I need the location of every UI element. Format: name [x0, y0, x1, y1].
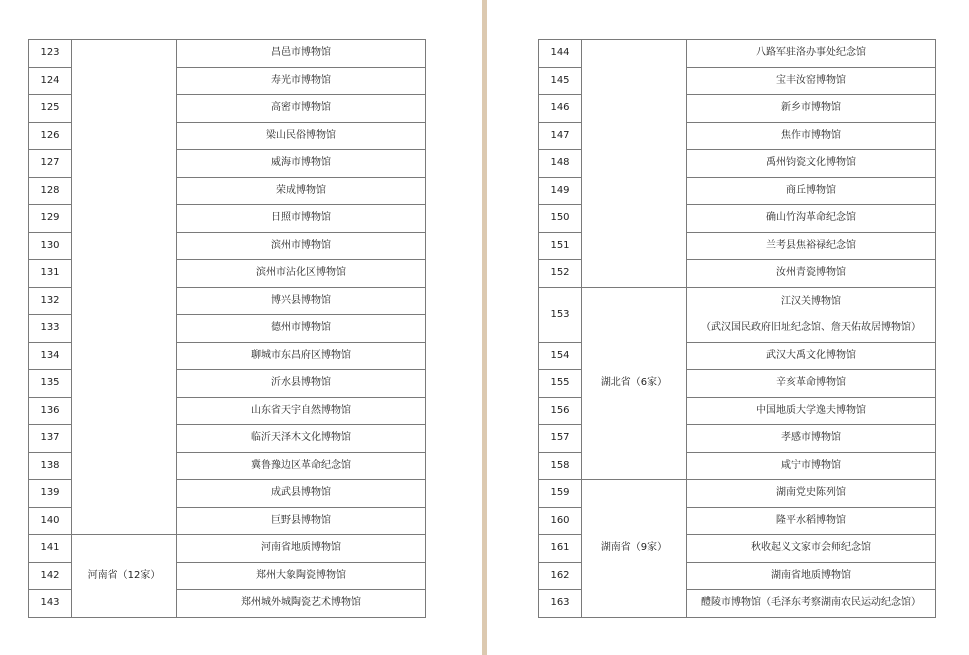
- museum-name: 郑州大象陶瓷博物馆: [177, 562, 426, 590]
- row-number: 133: [29, 315, 72, 343]
- museum-name: 汝州青瓷博物馆: [687, 260, 936, 288]
- row-number: 147: [539, 122, 582, 150]
- table-row: [539, 40, 936, 68]
- row-number: 162: [539, 562, 582, 590]
- row-number: 148: [539, 150, 582, 178]
- row-number: 150: [539, 205, 582, 233]
- museum-name: 威海市博物馆: [177, 150, 426, 178]
- museum-name: 德州市博物馆: [177, 315, 426, 343]
- row-number: 161: [539, 535, 582, 563]
- museum-name: 湖南省地质博物馆: [687, 562, 936, 590]
- row-number: 159: [539, 480, 582, 508]
- row-number: 149: [539, 177, 582, 205]
- museum-name: 滨州市沾化区博物馆: [177, 260, 426, 288]
- museum-name: 郑州城外城陶瓷艺术博物馆: [177, 590, 426, 618]
- museum-name: 博兴县博物馆: [177, 287, 426, 315]
- museum-name: 梁山民俗博物馆: [177, 122, 426, 150]
- museum-name: 昌邑市博物馆: [177, 40, 426, 68]
- table-row: [539, 480, 936, 508]
- row-number: 129: [29, 205, 72, 233]
- row-number: 128: [29, 177, 72, 205]
- row-number: 125: [29, 95, 72, 123]
- row-number: 132: [29, 287, 72, 315]
- museum-name: 禹州钧瓷文化博物馆: [687, 150, 936, 178]
- row-number: 154: [539, 342, 582, 370]
- row-number: 137: [29, 425, 72, 453]
- row-number: 140: [29, 507, 72, 535]
- row-number: 157: [539, 425, 582, 453]
- museum-name-line1: 江汉关博物馆: [781, 295, 841, 307]
- museum-name: 河南省地质博物馆: [177, 535, 426, 563]
- museum-name: 辛亥革命博物馆: [687, 370, 936, 398]
- museum-name: 滨州市博物馆: [177, 232, 426, 260]
- page-divider: [482, 0, 487, 655]
- museum-name: 隆平水稻博物馆: [687, 507, 936, 535]
- museum-name: 巨野县博物馆: [177, 507, 426, 535]
- row-number: 139: [29, 480, 72, 508]
- row-number: 134: [29, 342, 72, 370]
- museum-name: 湖南党史陈列馆: [687, 480, 936, 508]
- province-cell-henan: 河南省（12家）: [72, 535, 177, 618]
- row-number: 127: [29, 150, 72, 178]
- museum-name: 孝感市博物馆: [687, 425, 936, 453]
- row-number: 131: [29, 260, 72, 288]
- museum-name: [687, 287, 936, 342]
- museum-name: 山东省天宇自然博物馆: [177, 397, 426, 425]
- museum-name: 日照市博物馆: [177, 205, 426, 233]
- row-number: 151: [539, 232, 582, 260]
- museum-name: 咸宁市博物馆: [687, 452, 936, 480]
- museum-name: 确山竹沟革命纪念馆: [687, 205, 936, 233]
- row-number: 156: [539, 397, 582, 425]
- table-row: [29, 40, 426, 68]
- row-number: 152: [539, 260, 582, 288]
- row-number: 143: [29, 590, 72, 618]
- museum-name: 商丘博物馆: [687, 177, 936, 205]
- row-number: 145: [539, 67, 582, 95]
- row-number: 124: [29, 67, 72, 95]
- museum-name: 高密市博物馆: [177, 95, 426, 123]
- museum-table-left: [28, 39, 426, 618]
- museum-table-right: [538, 39, 936, 618]
- row-number: 163: [539, 590, 582, 618]
- row-number: 153: [539, 287, 582, 342]
- row-number: 136: [29, 397, 72, 425]
- province-cell-henan-continued: [582, 40, 687, 288]
- province-cell-shandong: [72, 40, 177, 535]
- row-number: 130: [29, 232, 72, 260]
- table-row: [29, 535, 426, 563]
- museum-name-line2: （武汉国民政府旧址纪念馆、詹天佑故居博物馆）: [701, 321, 921, 333]
- museum-name: 秋收起义文家市会师纪念馆: [687, 535, 936, 563]
- museum-name: 焦作市博物馆: [687, 122, 936, 150]
- table-row: [539, 287, 936, 342]
- row-number: 138: [29, 452, 72, 480]
- museum-name: 中国地质大学逸夫博物馆: [687, 397, 936, 425]
- row-number: 123: [29, 40, 72, 68]
- museum-name: 寿光市博物馆: [177, 67, 426, 95]
- museum-name: 八路军驻洛办事处纪念馆: [687, 40, 936, 68]
- museum-name: 武汉大禹文化博物馆: [687, 342, 936, 370]
- museum-name: 醴陵市博物馆（毛泽东考察湖南农民运动纪念馆）: [687, 590, 936, 618]
- row-number: 144: [539, 40, 582, 68]
- row-number: 160: [539, 507, 582, 535]
- museum-name: 冀鲁豫边区革命纪念馆: [177, 452, 426, 480]
- row-number: 126: [29, 122, 72, 150]
- museum-name: 兰考县焦裕禄纪念馆: [687, 232, 936, 260]
- row-number: 142: [29, 562, 72, 590]
- museum-name: 聊城市东昌府区博物馆: [177, 342, 426, 370]
- province-cell-hunan: 湖南省（9家）: [582, 480, 687, 618]
- museum-name: 宝丰汝窑博物馆: [687, 67, 936, 95]
- museum-name: 成武县博物馆: [177, 480, 426, 508]
- province-cell-hubei: 湖北省（6家）: [582, 287, 687, 480]
- row-number: 141: [29, 535, 72, 563]
- museum-name: 临沂天泽木文化博物馆: [177, 425, 426, 453]
- row-number: 155: [539, 370, 582, 398]
- row-number: 135: [29, 370, 72, 398]
- museum-name: 新乡市博物馆: [687, 95, 936, 123]
- museum-name: 沂水县博物馆: [177, 370, 426, 398]
- row-number: 158: [539, 452, 582, 480]
- row-number: 146: [539, 95, 582, 123]
- museum-name: 荣成博物馆: [177, 177, 426, 205]
